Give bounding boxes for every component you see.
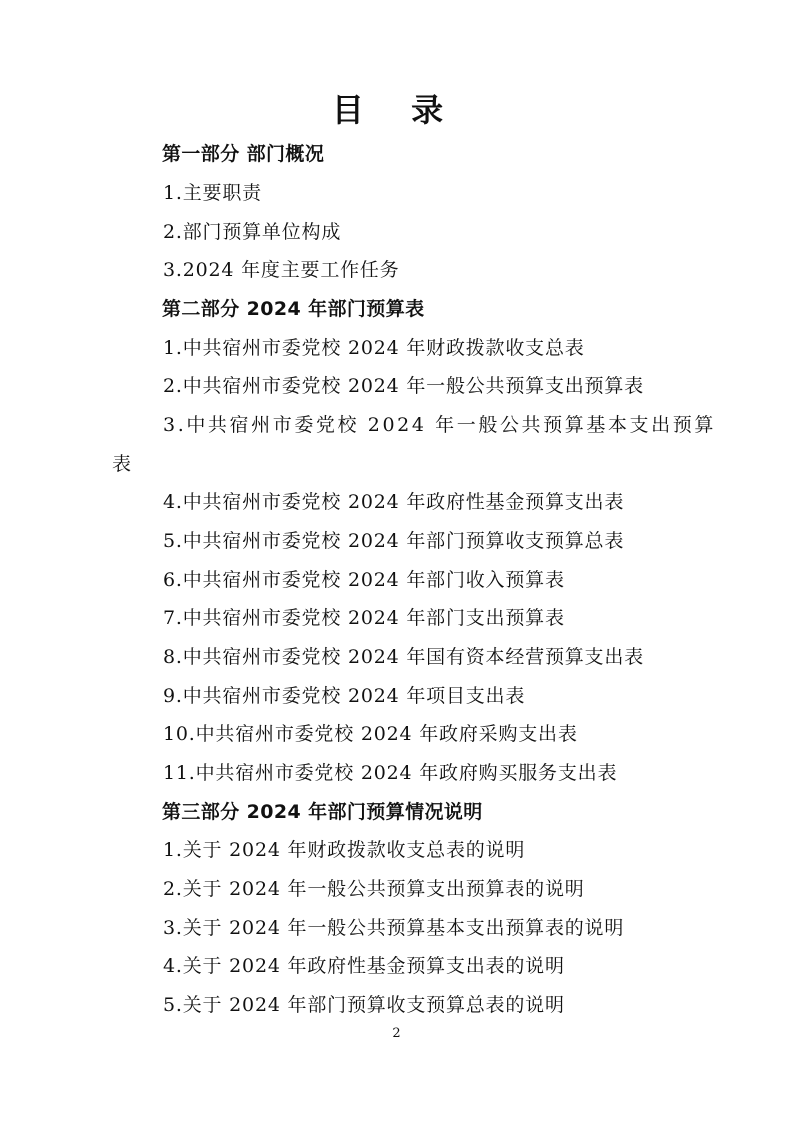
toc-item: 5.中共宿州市委党校 2024 年部门预算收支预算总表 xyxy=(163,530,625,552)
toc-item: 10.中共宿州市委党校 2024 年政府采购支出表 xyxy=(163,723,578,745)
section-heading-part2: 第二部分 2024 年部门预算表 xyxy=(162,298,425,320)
section-heading-part3: 第三部分 2024 年部门预算情况说明 xyxy=(162,801,483,823)
page-title: 目 录 xyxy=(331,91,462,129)
toc-item: 2.中共宿州市委党校 2024 年一般公共预算支出预算表 xyxy=(163,375,644,397)
toc-item: 9.中共宿州市委党校 2024 年项目支出表 xyxy=(163,685,526,707)
toc-item: 7.中共宿州市委党校 2024 年部门支出预算表 xyxy=(163,607,565,629)
toc-item: 2.部门预算单位构成 xyxy=(163,221,342,243)
toc-item: 1.中共宿州市委党校 2024 年财政拨款收支总表 xyxy=(163,337,585,359)
toc-item: 5.关于 2024 年部门预算收支预算总表的说明 xyxy=(163,994,565,1016)
toc-item: 1.关于 2024 年财政拨款收支总表的说明 xyxy=(163,839,526,861)
toc-item: 8.中共宿州市委党校 2024 年国有资本经营预算支出表 xyxy=(163,646,644,668)
toc-item: 3.中共宿州市委党校 2024 年一般公共预算基本支出预算 xyxy=(163,414,716,436)
toc-item-continuation: 表 xyxy=(112,453,132,475)
toc-item: 4.关于 2024 年政府性基金预算支出表的说明 xyxy=(163,955,565,977)
page-number: 2 xyxy=(392,1026,401,1041)
toc-item: 4.中共宿州市委党校 2024 年政府性基金预算支出表 xyxy=(163,491,625,513)
toc-item: 11.中共宿州市委党校 2024 年政府购买服务支出表 xyxy=(163,762,618,784)
toc-item: 3.关于 2024 年一般公共预算基本支出预算表的说明 xyxy=(163,917,625,939)
section-heading-part1: 第一部分 部门概况 xyxy=(162,143,325,165)
toc-item: 3.2024 年度主要工作任务 xyxy=(163,259,400,281)
toc-item: 2.关于 2024 年一般公共预算支出预算表的说明 xyxy=(163,878,585,900)
toc-item: 6.中共宿州市委党校 2024 年部门收入预算表 xyxy=(163,569,565,591)
toc-item: 1.主要职责 xyxy=(163,182,262,204)
